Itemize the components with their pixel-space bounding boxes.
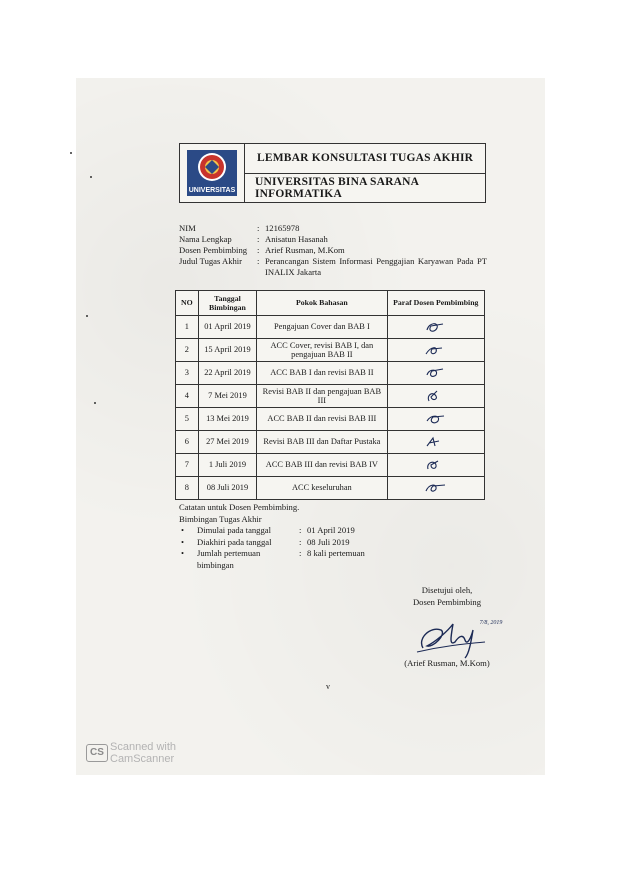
camscanner-logo-icon: CS — [86, 744, 108, 762]
col-topic-header: Pokok Bahasan — [257, 291, 387, 316]
row-topic: Revisi BAB III dan Daftar Pustaka — [257, 431, 387, 454]
form-title: LEMBAR KONSULTASI TUGAS AKHIR — [245, 144, 485, 174]
page-mark: v — [326, 682, 330, 691]
table-row — [176, 316, 485, 339]
end-date-value: 08 Juli 2019 — [307, 536, 350, 547]
row-no: 3 — [176, 362, 199, 385]
scanner-watermark: Scanned with CamScanner — [110, 741, 177, 765]
table-row — [176, 339, 485, 362]
row-no: 4 — [176, 385, 199, 408]
list-item: • Dimulai pada tanggal : 01 April 2019 — [181, 525, 355, 535]
consultation-table — [175, 290, 485, 500]
list-item: • Jumlah pertemuan bimbingan : 8 kali pertemuan — [181, 548, 365, 570]
row-signature — [387, 362, 484, 385]
row-topic: Pengajuan Cover dan BAB I — [257, 316, 387, 339]
initial-signature-icon — [423, 366, 449, 380]
initial-signature-icon — [423, 412, 449, 426]
info-row-thesis: Judul Tugas Akhir : Perancangan Sistem Informasi Penggajian Karyawan Pada PT INALIX Jakarta — [179, 256, 487, 277]
row-no: 8 — [176, 477, 199, 500]
table-row — [176, 385, 485, 408]
row-date: 08 Juli 2019 — [198, 477, 256, 500]
row-no: 1 — [176, 316, 199, 339]
svg-text:7/8, 2019: 7/8, 2019 — [479, 620, 503, 626]
advisor-name-signed: (Arief Rusman, M.Kom) — [404, 658, 490, 668]
row-signature — [387, 431, 484, 454]
initial-signature-icon — [423, 458, 449, 472]
initial-signature-icon — [423, 435, 449, 449]
row-topic: ACC BAB I dan revisi BAB II — [257, 362, 387, 385]
row-signature — [387, 385, 484, 408]
table-row — [176, 431, 485, 454]
table-row — [176, 454, 485, 477]
row-topic: Revisi BAB II dan pengajuan BAB III — [257, 385, 387, 408]
institution-name: UNIVERSITAS BINA SARANA INFORMATIKA — [255, 175, 419, 200]
nim-value: 12165978 — [265, 223, 300, 233]
info-row-advisor: Dosen Pembimbing : Arief Rusman, M.Kom — [179, 245, 487, 256]
initial-signature-icon — [423, 343, 449, 357]
row-no: 6 — [176, 431, 199, 454]
svg-text:UNIVERSITAS: UNIVERSITAS — [188, 187, 236, 194]
notes-subheading: Bimbingan Tugas Akhir — [179, 513, 262, 524]
row-date: 13 Mei 2019 — [198, 408, 256, 431]
initial-signature-icon — [423, 481, 449, 495]
thesis-title: Perancangan Sistem Informasi Penggajian Karyawan Pada PT INALIX Jakarta — [265, 256, 487, 277]
scan-speck — [90, 176, 92, 178]
initial-signature-icon — [423, 320, 449, 334]
table-row — [176, 477, 485, 500]
col-no-header: NO — [176, 291, 199, 316]
table-row — [176, 362, 485, 385]
row-signature — [387, 454, 484, 477]
university-logo-icon — [185, 148, 239, 198]
row-signature — [387, 408, 484, 431]
initial-signature-icon — [423, 389, 449, 403]
col-sign-header: Paraf Dosen Pembimbing — [387, 291, 484, 316]
student-info — [179, 223, 487, 278]
form-header — [179, 143, 486, 203]
row-no: 5 — [176, 408, 199, 431]
advisor-signature — [413, 612, 503, 660]
advisor-name: Arief Rusman, M.Kom — [265, 245, 345, 255]
start-date-value: 01 April 2019 — [307, 525, 355, 535]
row-date: 22 April 2019 — [198, 362, 256, 385]
row-date: 01 April 2019 — [198, 316, 256, 339]
row-signature — [387, 316, 484, 339]
row-topic: ACC Cover, revisi BAB I, dan pengajuan BAB II — [257, 339, 387, 362]
approval-block: Disetujui oleh, Dosen Pembimbing — [412, 585, 482, 607]
row-no: 7 — [176, 454, 199, 477]
info-row-nim: NIM : 12165978 — [179, 223, 487, 234]
student-name: Anisatun Hasanah — [265, 234, 328, 244]
row-date: 7 Mei 2019 — [198, 385, 256, 408]
list-item: • Diakhiri pada tanggal : 08 Juli 2019 — [181, 536, 350, 547]
row-topic: ACC BAB II dan revisi BAB III — [257, 408, 387, 431]
row-topic: ACC BAB III dan revisi BAB IV — [257, 454, 387, 477]
row-no: 2 — [176, 339, 199, 362]
row-date: 1 Juli 2019 — [198, 454, 256, 477]
row-signature — [387, 339, 484, 362]
col-date-header: Tanggal Bimbingan — [198, 291, 256, 316]
scan-speck — [86, 315, 88, 317]
info-row-name: Nama Lengkap : Anisatun Hasanah — [179, 234, 487, 245]
scan-speck — [94, 402, 96, 404]
notes-section — [179, 502, 365, 571]
meeting-count-value: 8 kali pertemuan — [307, 548, 365, 558]
row-signature — [387, 477, 484, 500]
row-date: 27 Mei 2019 — [198, 431, 256, 454]
notes-heading: Catatan untuk Dosen Pembimbing. — [179, 502, 300, 512]
table-row — [176, 408, 485, 431]
row-date: 15 April 2019 — [198, 339, 256, 362]
table-header-row — [176, 291, 485, 316]
scan-speck — [70, 152, 72, 154]
university-logo-box — [180, 144, 245, 202]
row-topic: ACC keseluruhan — [257, 477, 387, 500]
